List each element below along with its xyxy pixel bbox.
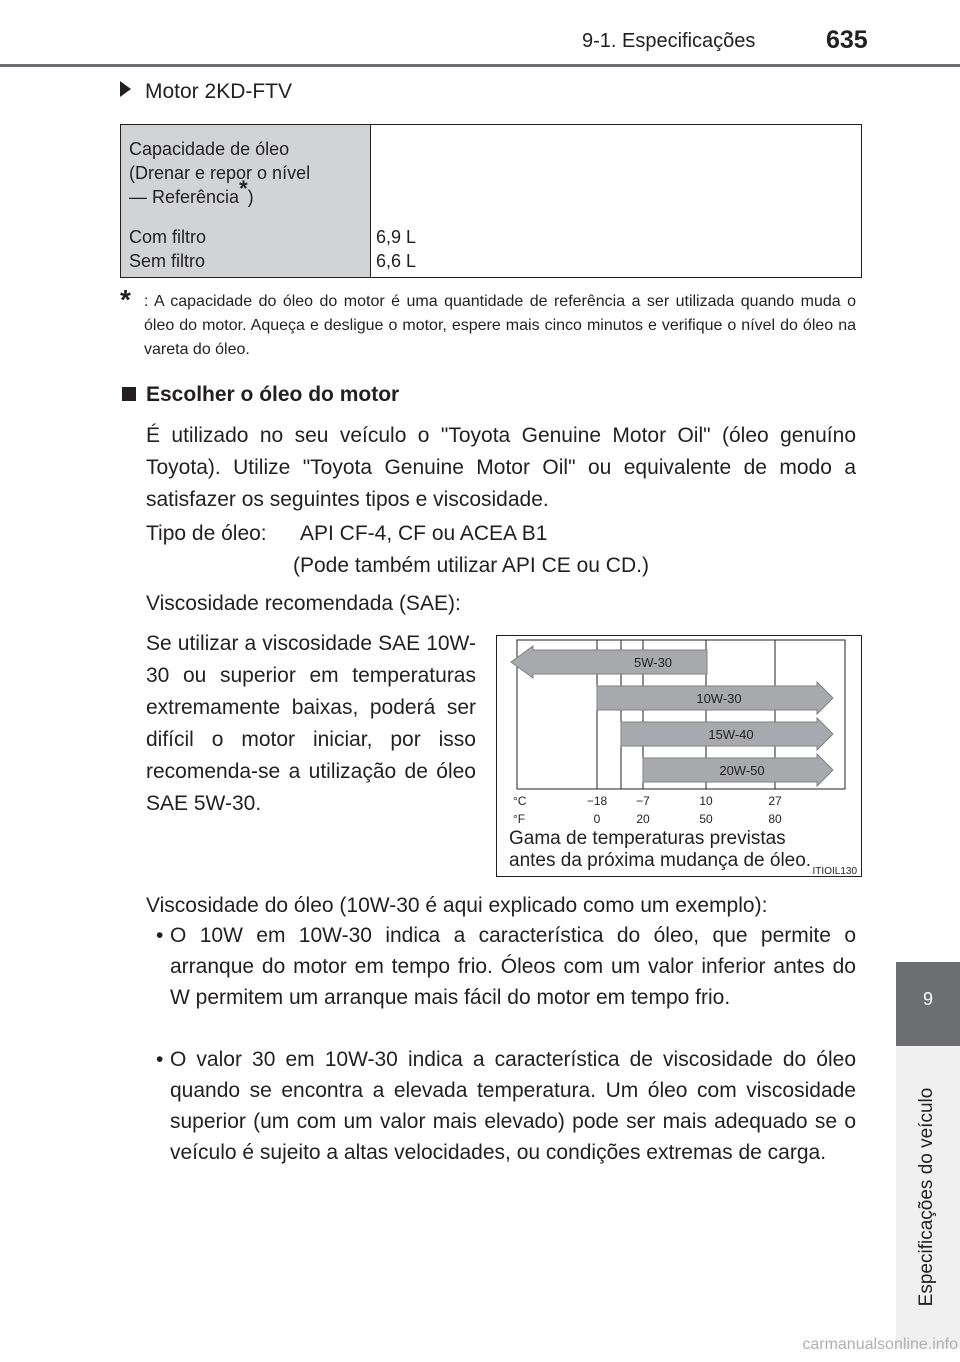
fahrenheit-tick-3: 50 (699, 812, 713, 826)
viscosity-chart-svg (497, 636, 863, 878)
chapter-tab (896, 962, 960, 1046)
viscosity-chart (496, 635, 862, 877)
arrow-bullet-icon (120, 81, 131, 97)
watermark: carmanualsonline.info (802, 1336, 958, 1353)
chart-caption-line2: antes da próxima mudança de óleo. (509, 850, 812, 871)
footnote (120, 284, 856, 362)
paragraph-intro: É utilizado no seu veículo o "Toyota Genuine Motor Oil" (óleo genuíno Toyota). Utilize "Toyota Genuine Motor Oil" ou equivalente de modo a satisfazer os seguintes tipos e viscosidade. (146, 424, 856, 511)
footnote-star: * (120, 284, 131, 315)
section-heading-text: Escolher o óleo do motor (146, 383, 400, 406)
bar-5w30 (511, 646, 707, 678)
footnote-text: : A capacidade do óleo do motor é uma quantidade de referência a ser utilizada quando muda o óleo do motor. Aqueça e desligue o motor, espere mais cinco minutos e verifique o nível do óleo na vareta do óleo. (144, 293, 856, 358)
viscosity-note: Se utilizar a viscosidade SAE 10W-30 ou superior em temperaturas extremamente baixas, poderá ser difícil o motor iniciar, por isso recomenda-se a utilização de óleo SAE 5W-30. (146, 632, 476, 815)
table-header-line1: Capacidade de óleo (129, 139, 290, 159)
chart-caption-line1: Gama de temperaturas previstas (509, 828, 786, 849)
chapter-label: Especificações do veículo (916, 1087, 937, 1307)
celsius-tick-2: −7 (636, 794, 650, 808)
table-header-line3-close: ) (247, 187, 254, 207)
viscosity-label: Viscosidade recomendada (SAE): (146, 592, 461, 615)
viscosity-explanation: Viscosidade do óleo (10W-30 é aqui explicado como um exemplo): (146, 894, 768, 917)
fahrenheit-tick-1: 0 (593, 812, 601, 826)
running-header-section: 9-1. Especificações (582, 30, 756, 52)
bar-label-20w50: 20W-50 (719, 763, 765, 778)
celsius-tick-4: 27 (768, 794, 782, 808)
table-row1-value: 6,9 L (376, 227, 417, 247)
header-rule (0, 64, 960, 67)
table-row2-label: Sem filtro (129, 251, 206, 271)
square-bullet-icon (122, 387, 136, 401)
chart-code: ITIOIL130 (812, 866, 857, 877)
fahrenheit-unit: °F (513, 812, 526, 826)
table-header-star: * (239, 176, 248, 201)
table-header-line2-text: (Drenar e repor o nível (129, 163, 311, 183)
bar-label-5w30: 5W-30 (633, 655, 673, 670)
fahrenheit-tick-2: 20 (636, 812, 650, 826)
celsius-tick-3: 10 (699, 794, 713, 808)
bullet-text-1: O 10W em 10W-30 indica a característica do óleo, que permite o arranque do motor em tempo frio. Óleos com um valor inferior antes do W permitem um arranque mais fácil do motor em tempo frio. (170, 924, 856, 1009)
page-number: 635 (826, 26, 868, 54)
motor-title-text: Motor 2KD-FTV (145, 80, 293, 103)
table-header-line3 (129, 176, 254, 209)
oil-type-label: Tipo de óleo: (146, 522, 267, 545)
bullet-text-2: O valor 30 em 10W-30 indica a característica de viscosidade do óleo quando se encontra a elevada temperatura. Um óleo com viscosidade superior (um com um valor mais elevado) pode ser mais adequado se o veículo é sujeito a altas velocidades, ou condições extremas de carga. (170, 1048, 856, 1164)
list-item (146, 920, 856, 1013)
chapter-number: 9 (922, 989, 933, 1009)
table-row1-label: Com filtro (129, 227, 207, 247)
section-heading (122, 383, 399, 407)
motor-title (120, 80, 292, 104)
bullet-dot: • (156, 924, 164, 947)
list-item (146, 1044, 856, 1168)
bullet-dot: • (156, 1048, 164, 1071)
oil-type-value: API CF-4, CF ou ACEA B1 (300, 522, 548, 545)
fahrenheit-tick-4: 80 (768, 812, 782, 826)
oil-type-note: (Pode também utilizar API CE ou CD.) (293, 554, 649, 577)
table-header-line3-text: — Referência (129, 187, 240, 207)
oil-capacity-table (120, 124, 862, 278)
celsius-tick-1: −18 (586, 794, 608, 808)
bar-label-15w40: 15W-40 (708, 727, 754, 742)
table-row2-value: 6,6 L (376, 251, 417, 271)
celsius-unit: °C (513, 794, 527, 808)
bar-label-10w30: 10W-30 (696, 691, 742, 706)
